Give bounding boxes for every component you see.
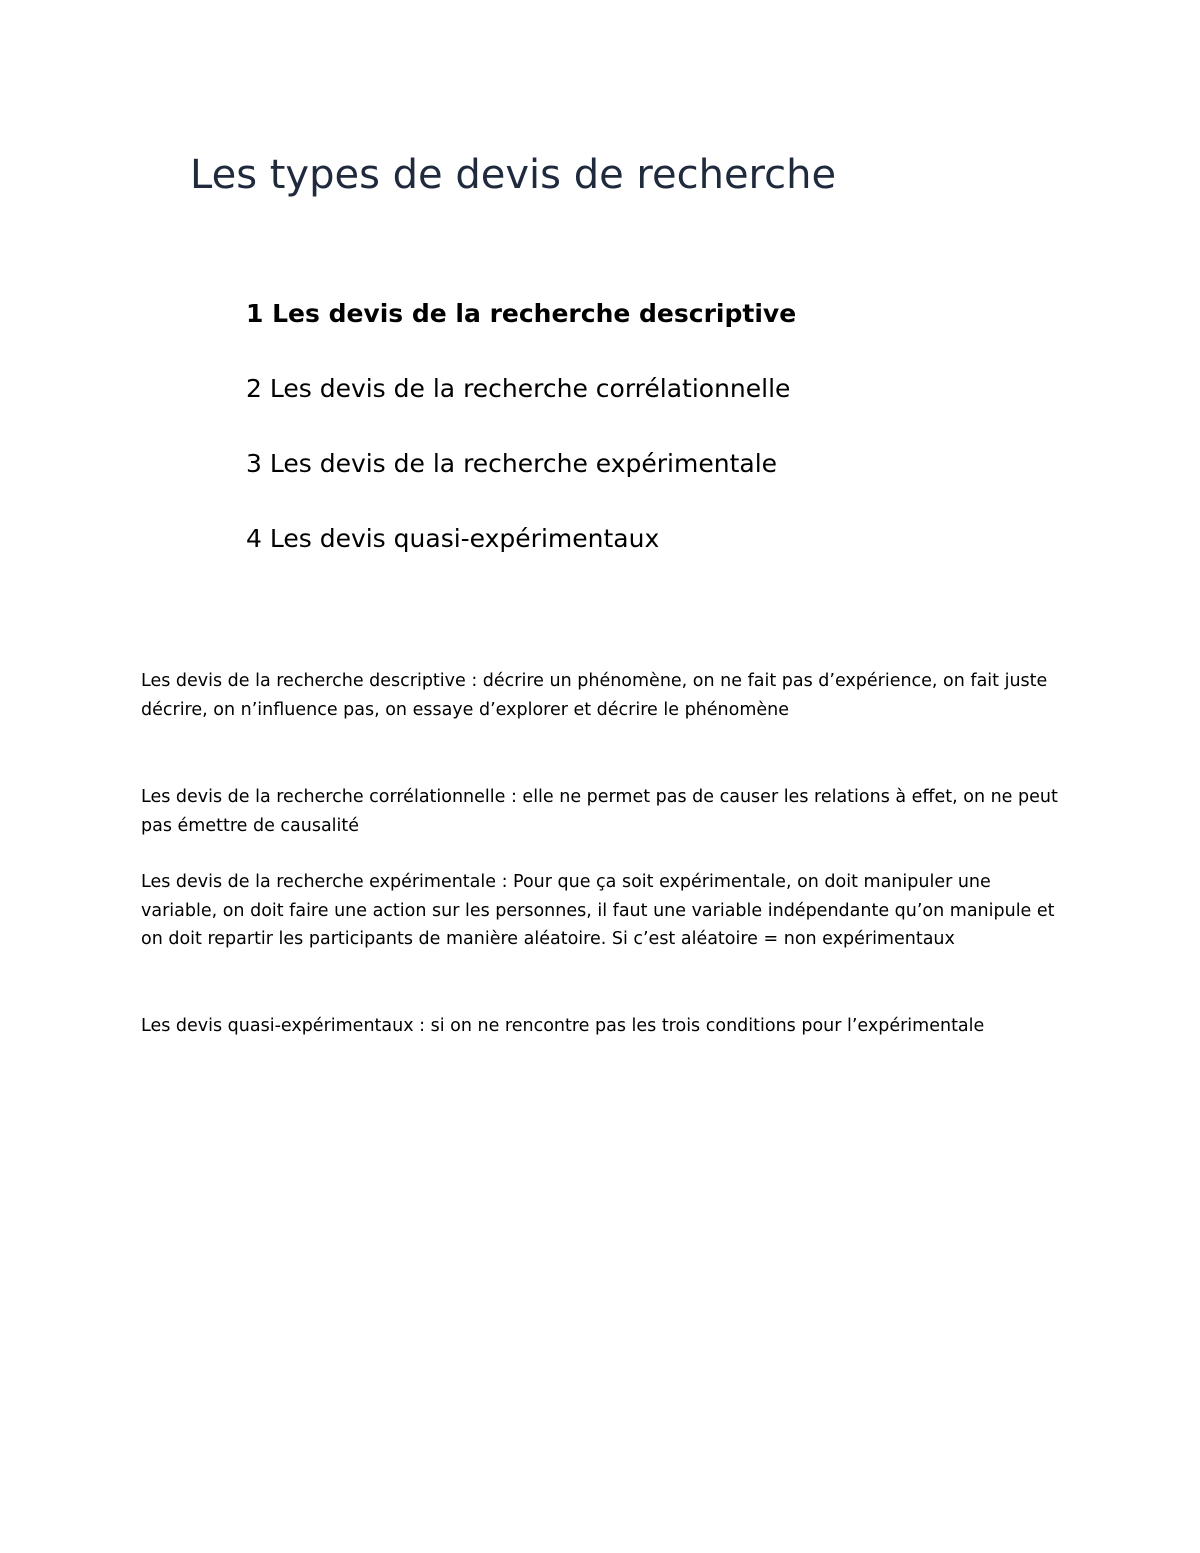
toc-item-descriptive: 1 Les devis de la recherche descriptive — [246, 299, 797, 328]
paragraph-quasi-experimental: Les devis quasi-expérimentaux : si on ne rencontre pas les trois conditions pour l’expérimentale — [141, 1016, 985, 1036]
table-of-contents — [246, 294, 796, 594]
paragraph-descriptive: Les devis de la recherche descriptive : décrire un phénomène, on ne fait pas d’expérience, on fait juste décrire, on n’influence pas, on essaye d’explorer et décrire le phénomène — [141, 671, 1048, 720]
toc-item-experimental: 3 Les devis de la recherche expérimentale — [246, 449, 778, 478]
page-title: Les types de devis de recherche — [190, 152, 837, 198]
paragraph-correlational: Les devis de la recherche corrélationnelle : elle ne permet pas de causer les relations à effet, on ne peut pas émettre de causalité — [141, 787, 1058, 836]
paragraph-experimental: Les devis de la recherche expérimentale : Pour que ça soit expérimentale, on doit manipuler une variable, on doit faire une action sur les personnes, il faut une variable indépendante qu’on manipule et on doit repartir les participants de manière aléatoire. Si c’est aléatoire = non expérimentaux — [141, 872, 1055, 949]
toc-item-correlational: 2 Les devis de la recherche corrélationnelle — [246, 374, 791, 403]
toc-item-quasi-experimental: 4 Les devis quasi-expérimentaux — [246, 524, 660, 553]
